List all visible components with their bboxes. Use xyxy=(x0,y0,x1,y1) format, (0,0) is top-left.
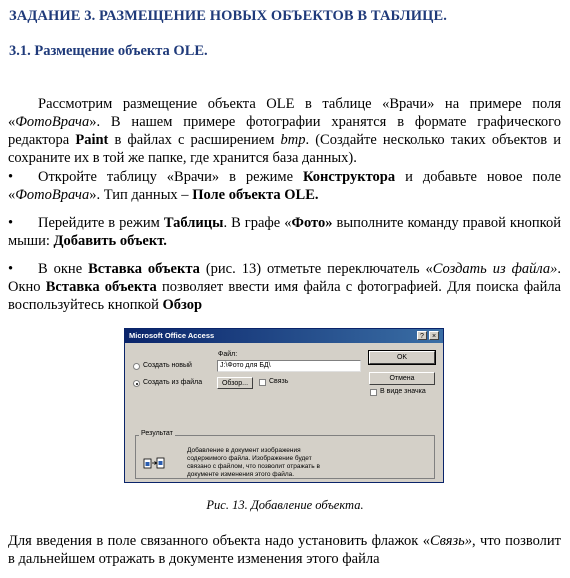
radio-create-new[interactable] xyxy=(133,363,140,370)
link-checkbox-label: Связь xyxy=(269,378,289,385)
radio-create-new-label: Создать новый xyxy=(143,362,192,369)
result-description: Добавление в документ изображения содержимого файла. Изображение будет связано с файлом, что позволит отражать в документе изменения этого файла. xyxy=(187,447,320,478)
section-heading: ЗАДАНИЕ 3. РАЗМЕЩЕНИЕ НОВЫХ ОБЪЕКТОВ В ТАБЛИЦЕ. xyxy=(9,8,448,24)
list-item: • В окне Вставка объекта (рис. 13) отметьте переключатель «Создать из файла». Окно Вставка объекта позволяет ввести имя файла с фотографией. Для поиска файла воспользуйтесь кнопкой Обзор xyxy=(8,261,561,313)
closing-paragraph: Для введения в поле связанного объекта надо установить флажок «Связь», что позволит в дальнейшем отражать в документе изменения этого файла xyxy=(8,533,561,567)
insert-object-dialog xyxy=(124,328,444,483)
bullet-icon: • xyxy=(8,261,14,277)
bullet-icon: • xyxy=(8,169,14,185)
file-path-input[interactable]: J:\Фото для БД\ xyxy=(217,360,361,372)
list-item: • Откройте таблицу «Врачи» в режиме Конструктора и добавьте новое поле «ФотоВрача». Тип данных – Поле объекта OLE. xyxy=(8,169,562,203)
list-item: • Перейдите в режим Таблицы. В графе «Фото» выполните команду правой кнопкой мыши: Добавить объект. xyxy=(8,215,562,249)
intro-paragraph: Рассмотрим размещение объекта OLE в таблице «Врачи» на примере поля «ФотоВрача». В нашем примере фотографии хранятся в формате графического редактора Paint в файлах с расширением bmp. (Создайте несколько таких объектов и сохраните их в той же папке, где хранится база данных). xyxy=(8,96,561,166)
radio-create-from-file[interactable] xyxy=(133,380,140,387)
ok-button[interactable]: OK xyxy=(369,351,435,364)
browse-button[interactable]: Обзор... xyxy=(217,377,253,389)
dialog-title: Microsoft Office Access xyxy=(129,331,215,340)
display-as-icon-label: В виде значка xyxy=(380,388,426,395)
display-as-icon-checkbox[interactable] xyxy=(370,389,377,396)
radio-create-from-file-label: Создать из файла xyxy=(143,379,203,386)
result-group-title: Результат xyxy=(141,430,173,437)
link-checkbox[interactable] xyxy=(259,379,266,386)
figure-caption: Рис. 13. Добавление объекта. xyxy=(206,498,364,512)
file-label: Файл: xyxy=(218,351,238,358)
linked-image-icon xyxy=(143,456,165,470)
close-button[interactable]: × xyxy=(429,331,439,340)
dialog-titlebar xyxy=(125,329,443,343)
cancel-button[interactable]: Отмена xyxy=(369,372,435,385)
help-button[interactable]: ? xyxy=(417,331,427,340)
subsection-heading: 3.1. Размещение объекта OLE. xyxy=(9,43,208,59)
bullet-icon: • xyxy=(8,215,14,231)
